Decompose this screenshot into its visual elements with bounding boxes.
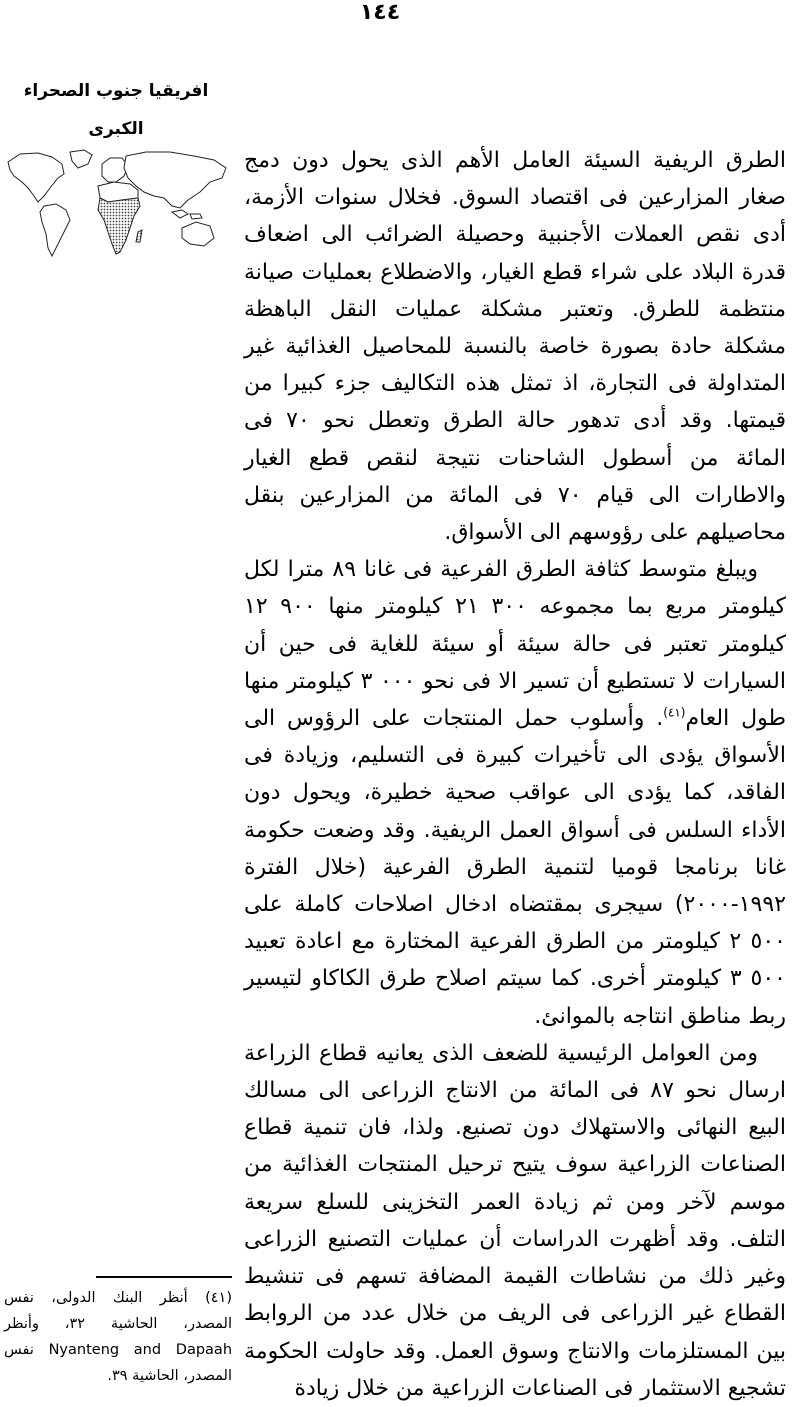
- footnote-divider: [96, 1276, 232, 1278]
- paragraph-1: [244, 142, 786, 551]
- footnote-reference[interactable]: (٤١): [663, 705, 686, 720]
- paragraph-2: [244, 551, 786, 1035]
- paragraph-1-text: الطرق الريفية السيئة العامل الأهم الذى يحول دون دمج صغار المزارعين فى اقتصاد السوق. فخلال سنوات الأزمة، أدى نقص العملات الأجنبية وحصيلة الضرائب الى اضعاف قدرة البلاد على شراء قطع الغيار، والاضطلاع بعمليات صيانة منتظمة للطرق. وتعتبر مشكلة عمليات النقل الباهظة مشكلة حادة بصورة خاصة بالنسبة للمحاصيل الغذائية غير المتداولة فى التجارة، اذ تمثل هذه التكاليف جزء كبيرا من قيمتها. وقد أدى تدهور حالة الطرق وتعطل نحو ٧٠ فى المائة من أسطول الشاحنات نتيجة لنقص قطع الغيار والاطارات الى قيام ٧٠ فى المائة من المزارعين بنقل محاصيلهم على رؤوسهم الى الأسواق.: [244, 148, 786, 546]
- paragraph-3-text: ومن العوامل الرئيسية للضعف الذى يعانيه قطاع الزراعة ارسال نحو ٨٧ فى المائة من الانتاج الزراعى الى مسالك البيع النهائى والاستهلاك دون تصنيع. ولذا، فان تنمية قطاع الصناعات الزراعية سوف يتيح ترحيل المنتجات الغذائية من موسم لآخر ومن ثم زيادة العمر التخزينى للسلع سريعة التلف. وقد أظهرت الدراسات أن عمليات التصنيع الزراعى وغير ذلك من نشاطات القيمة المضافة تسهم فى تنشيط القطاع غير الزراعى فى الريف من خلال عدد من الروابط بين المستلزمات والانتاج وسوق العمل. وقد حاولت الحكومة تشجيع الاستثمار فى الصناعات الزراعية من خلال زيادة: [244, 1040, 786, 1401]
- main-text: [244, 142, 786, 1407]
- paragraph-2-text-end: . وأسلوب حمل المنتجات على الرؤوس الى الأسواق يؤدى الى تأخيرات كبيرة فى التسليم، وزيادة فى الفاقد، كما يؤدى الى عواقب صحية خطيرة، ويحول دون الأداء السلس فى أسواق العمل الريفية. وقد وضعت حكومة غانا برنامجا قوميا لتنمية الطرق الفرعية (خلال الفترة ١٩٩٢-٢٠٠٠) سيجرى بمقتضاه ادخال اصلاحات كاملة على ٥٠٠ ٢ كيلومتر من الطرق الفرعية المختارة مع اعادة تعبيد ٥٠٠ ٣ كيلومتر أخرى. كما سيتم اصلاح طرق الكاكاو لتيسير ربط مناطق انتاجه بالموانئ.: [244, 706, 786, 1029]
- footnote: (٤١) أنظر البنك الدولى، نفس المصدر، الحاشية ٣٢، وأنظر Nyanteng and Dapaah نفس المصدر، الحاشية ٣٩.: [4, 1290, 233, 1384]
- paragraph-3: [244, 1035, 786, 1407]
- paragraph-2-text-start: ويبلغ متوسط كثافة الطرق الفرعية فى غانا ٨٩ مترا لكل كيلومتر مربع بما مجموعه ٣٠٠ ٢١ كيلومتر منها ٩٠٠ ١٢ كيلومتر تعتبر فى حالة سيئة أو سيئة للغاية فى حين أن السيارات لا تستطيع أن تسير الا فى نحو ٠٠٠ ٣ كيلومتر منها طول العام: [244, 557, 786, 732]
- sidebar-title: افريقيا جنوب الصحراء الكبرى: [23, 81, 209, 139]
- world-map-icon: [4, 148, 232, 263]
- page-number: ١٤٤: [359, 0, 401, 25]
